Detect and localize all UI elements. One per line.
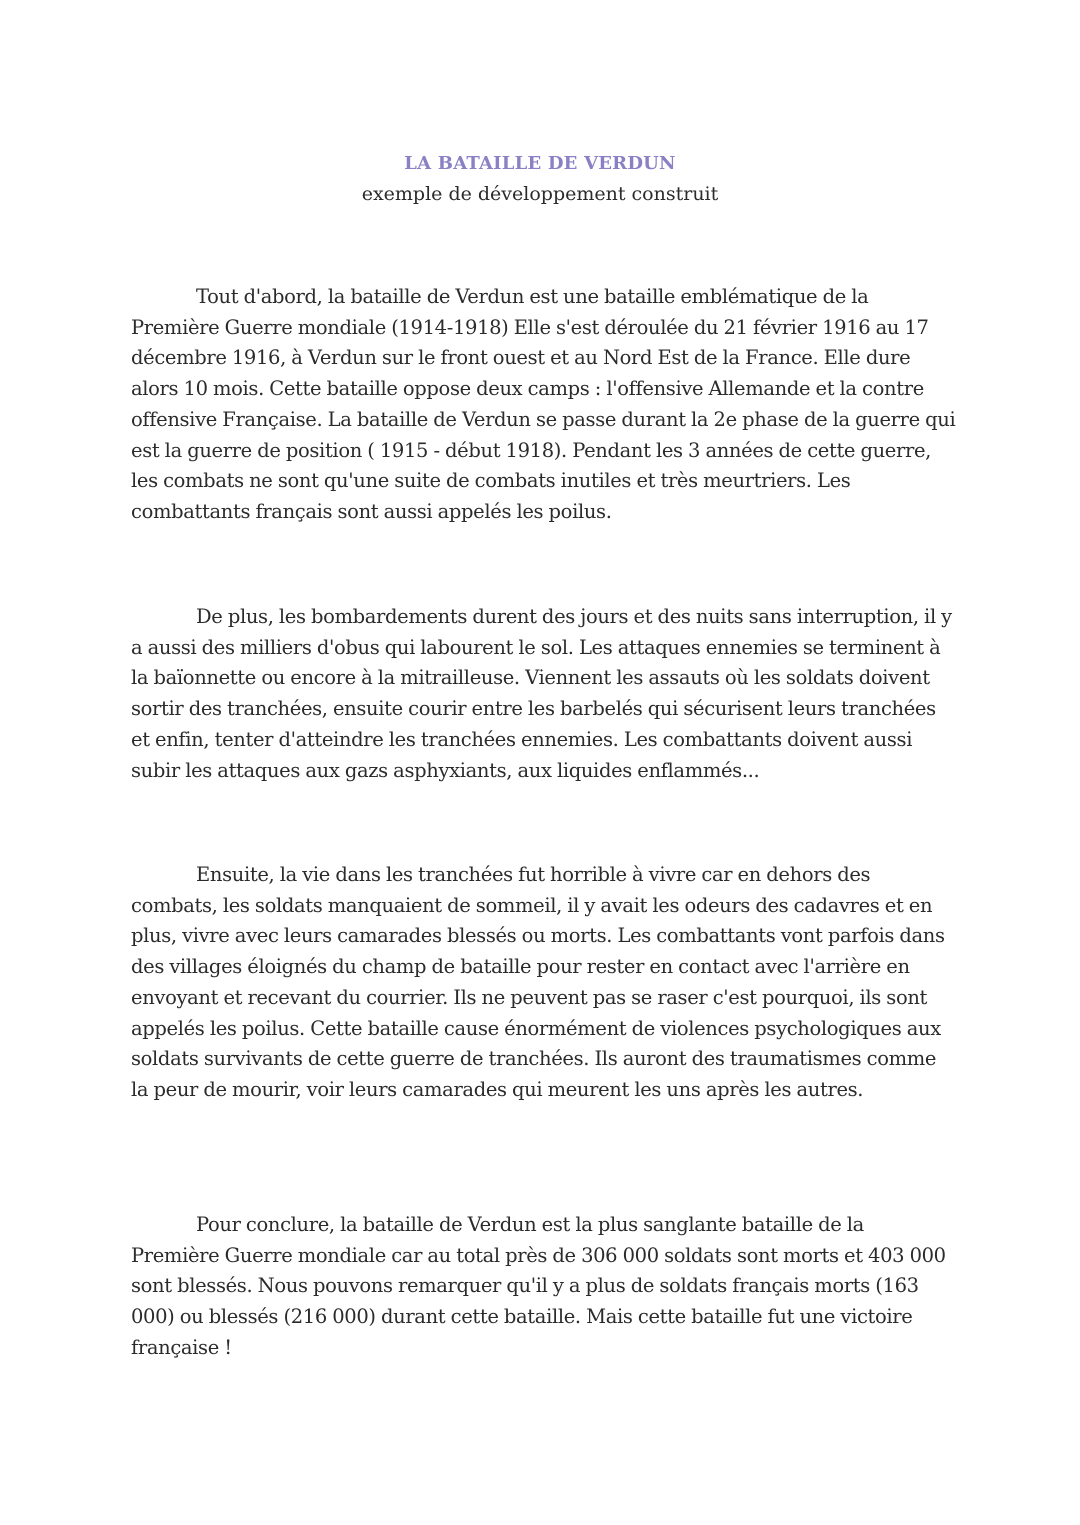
paragraph-conclusion: Pour conclure, la bataille de Verdun est la plus sanglante bataille de la Première Guerre mondiale car au total près de 306 000 soldats sont morts et 403 000 sont blessés. Nous pouvons remarquer qu'il y a plus de soldats français morts (163 000) ou blessés (216 000) durant cette bataille. Mais cette bataille fut une victoire française ! xyxy=(131,1213,946,1359)
paragraph-combats: De plus, les bombardements durent des jours et des nuits sans interruption, il y a aussi des milliers d'obus qui labourent le sol. Les attaques ennemies se terminent à la baïonnette ou encore à la mitrailleuse. Viennent les assauts où les soldats doivent sortir des tranchées, ensuite courir entre les barbelés qui sécurisent leurs tranchées et enfin, tenter d'atteindre les tranchées ennemies. Les combattants doivent aussi subir les attaques aux gazs asphyxiants, aux liquides enflammés... xyxy=(131,605,952,782)
document-title: LA BATAILLE DE VERDUN xyxy=(404,153,676,174)
document-subtitle: exemple de développement construit xyxy=(361,183,719,205)
paragraph-introduction: Tout d'abord, la bataille de Verdun est une bataille emblématique de la Première Guerre mondiale (1914-1918) Elle s'est déroulée du 21 février 1916 au 17 décembre 1916, à Verdun sur le front ouest et au Nord Est de la France. Elle dure alors 10 mois. Cette bataille oppose deux camps : l'offensive Allemande et la contre offensive Française. La bataille de Verdun se passe durant la 2e phase de la guerre qui est la guerre de position ( 1915 - début 1918). Pendant les 3 années de cette guerre, les combats ne sont qu'une suite de combats inutiles et très meurtriers. Les combattants français sont aussi appelés les poilus. xyxy=(131,285,956,523)
paragraph-trench-life: Ensuite, la vie dans les tranchées fut horrible à vivre car en dehors des combats, les soldats manquaient de sommeil, il y avait les odeurs des cadavres et en plus, vivre avec leurs camarades blessés ou morts. Les combattants vont parfois dans des villages éloignés du champ de bataille pour rester en contact avec l'arrière en envoyant et recevant du courrier. Ils ne peuvent pas se raser c'est pourquoi, ils sont appelés les poilus. Cette bataille cause énormément de violences psychologiques aux soldats survivants de cette guerre de tranchées. Ils auront des traumatismes comme la peur de mourir, voir leurs camarades qui meurent les uns après les autres. xyxy=(131,863,945,1101)
